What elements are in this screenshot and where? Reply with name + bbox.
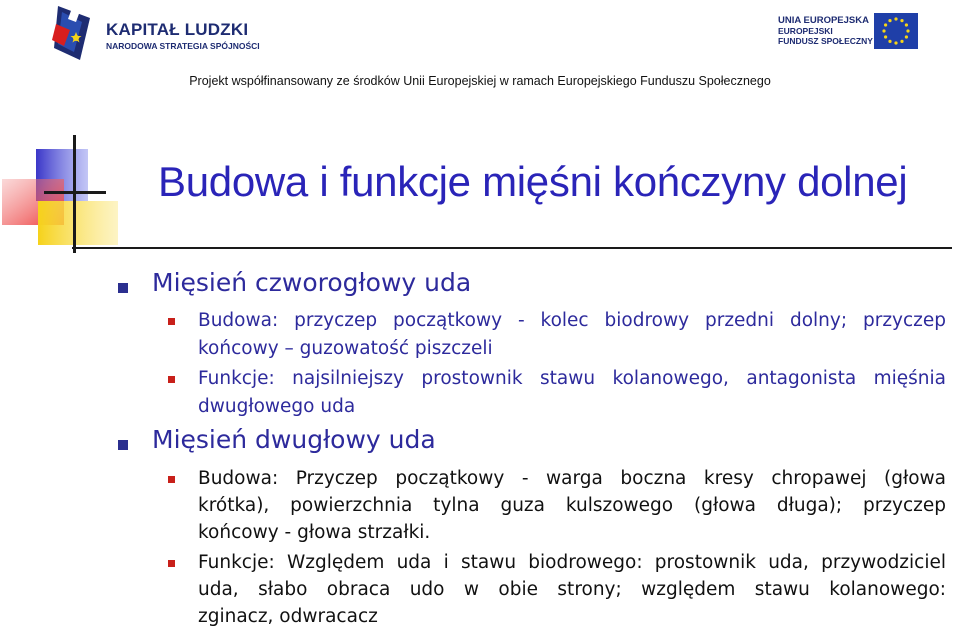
biceps-femoris-structure-item bbox=[198, 465, 946, 546]
item-bullet-icon bbox=[168, 476, 175, 483]
biceps-femoris-function-item bbox=[198, 549, 946, 630]
eu-fund-text bbox=[778, 16, 873, 46]
title-divider bbox=[72, 247, 952, 249]
text-line: Budowa: przyczep początkowy - kolec biodrowy przedni dolny; przyczep bbox=[198, 310, 946, 331]
kapital-ludzki-logo bbox=[50, 2, 260, 64]
item-bullet-icon bbox=[168, 376, 175, 383]
text-line: końcowy - głowa strzałki. bbox=[198, 522, 431, 543]
section-heading-biceps-femoris: Mięsień dwugłowy uda bbox=[152, 425, 436, 454]
text-line: dwugłowego uda bbox=[198, 396, 356, 417]
section-heading-quadriceps: Mięsień czworogłowy uda bbox=[152, 268, 472, 297]
item-bullet-icon bbox=[168, 318, 175, 325]
page-title: Budowa i funkcje mięśni kończyny dolnej bbox=[158, 158, 908, 205]
text-line: krótka), powierzchnia tylna guza kulszowego (głowa długa); przyczep bbox=[198, 495, 946, 516]
eu-line-2: EUROPEJSKI bbox=[778, 26, 833, 36]
eu-fund-logo bbox=[770, 10, 930, 60]
text-line: Funkcje: Względem uda i stawu biodrowego: prostownik uda, przywodziciel bbox=[198, 552, 946, 573]
eu-line-1: UNIA EUROPEJSKA bbox=[778, 15, 869, 26]
kapital-ludzki-subtitle: NARODOWA STRATEGIA SPÓJNOŚCI bbox=[106, 41, 260, 51]
item-bullet-icon bbox=[168, 560, 175, 567]
text-line: zginacz, odwracacz bbox=[198, 606, 378, 627]
text-line: końcowy – guzowatość piszczeli bbox=[198, 338, 493, 359]
eu-flag-icon bbox=[874, 13, 918, 49]
section-bullet-icon bbox=[118, 440, 128, 450]
kapital-ludzki-title: KAPITAŁ LUDZKI bbox=[106, 20, 249, 39]
quadriceps-function-item bbox=[198, 365, 946, 421]
kapital-ludzki-emblem-icon bbox=[50, 2, 98, 62]
decorative-squares-icon bbox=[0, 135, 140, 255]
text-line: uda, słabo obraca udo w obie strony; względem stawu kolanowego: bbox=[198, 579, 946, 600]
section-bullet-icon bbox=[118, 283, 128, 293]
eu-line-3: FUNDUSZ SPOŁECZNY bbox=[778, 36, 873, 46]
text-line: Funkcje: najsilniejszy prostownik stawu kolanowego, antagonista mięśnia bbox=[198, 368, 946, 389]
text-line: Budowa: Przyczep początkowy - warga boczna kresy chropawej (głowa bbox=[198, 468, 946, 489]
quadriceps-structure-item bbox=[198, 307, 946, 363]
funding-note: Projekt współfinansowany ze środków Unii Europejskiej w ramach Europejskiego Funduszu Społecznego bbox=[189, 74, 771, 88]
